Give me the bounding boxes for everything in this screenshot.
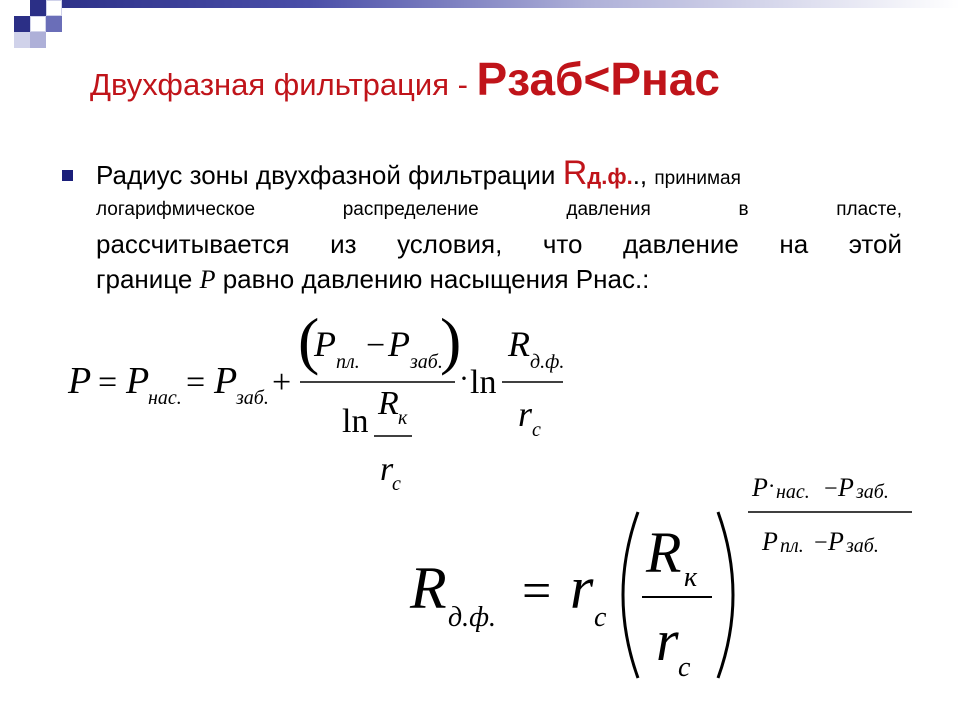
- line1-end-text: принимая: [654, 168, 741, 189]
- title-condition: Рзаб<Рнас: [476, 53, 720, 105]
- word: на: [779, 229, 809, 259]
- f1-Pzab: P: [214, 360, 238, 402]
- f1-Rk: R: [378, 385, 399, 422]
- word: рассчитывается: [96, 229, 290, 259]
- decorative-squares: [0, 0, 90, 60]
- f1-eq1: =: [98, 364, 118, 401]
- f1-Rdf: R: [508, 324, 530, 364]
- f2-exp-P3: P: [762, 527, 778, 556]
- f1-zab-sub: заб.: [236, 387, 269, 409]
- line4-text-a: границе: [96, 264, 200, 294]
- f1-lparen: (: [298, 305, 320, 376]
- word: логарифмическое: [96, 199, 256, 220]
- word: в: [738, 199, 749, 220]
- paragraph-line-2: [96, 192, 902, 227]
- f2-exp-minus2: −: [814, 530, 828, 556]
- f1-nas-sub: нас.: [148, 387, 182, 409]
- line4-p-symbol: Р: [199, 265, 216, 294]
- title-text: Двухфазная фильтрация -: [90, 67, 477, 102]
- f2-exp-pl: пл.: [780, 535, 804, 557]
- f1-minus: −: [366, 327, 386, 364]
- bullet-square-icon: [62, 170, 73, 181]
- f1-Pzab2: P: [388, 324, 410, 364]
- f2-lparen: [623, 512, 638, 678]
- header-gradient-bar: [30, 0, 960, 8]
- f1-Ppl: P: [314, 324, 336, 364]
- word: давления: [566, 199, 651, 220]
- f2-exp-zab: заб.: [856, 481, 889, 503]
- f1-rc: r: [518, 394, 533, 434]
- slide-title: [90, 52, 720, 106]
- f2-c-sub: c: [594, 602, 607, 633]
- word: пласте,: [836, 199, 902, 220]
- word: из: [330, 229, 357, 259]
- f1-dph-sub: д.ф.: [530, 351, 565, 373]
- f1-c-sub: c: [532, 419, 541, 441]
- f2-k-sub: к: [684, 562, 698, 593]
- f2-exp-dot: ·: [768, 473, 776, 498]
- word: что: [542, 229, 583, 259]
- radius-formula: [380, 460, 940, 710]
- f2-rparen: [718, 512, 733, 678]
- f2-exp-minus1: −: [824, 476, 838, 502]
- f2-rc: r: [656, 608, 679, 673]
- f2-exp-zab2: заб.: [846, 535, 879, 557]
- f2-exp-nas: нас.: [776, 481, 810, 503]
- line4-text-b: равно давлению насыщения Рнас.:: [215, 264, 650, 294]
- f1-rparen: ): [440, 305, 462, 376]
- f1-rc-den: r: [380, 451, 394, 488]
- f2-r: r: [570, 555, 594, 621]
- paragraph-line-1: [96, 156, 902, 196]
- f2-c-sub-den: c: [678, 652, 691, 683]
- paragraph-line-4: [96, 262, 902, 297]
- paragraph-line-3: [96, 227, 902, 262]
- intro-text: Радиус зоны двухфазной фильтрации: [96, 160, 563, 190]
- word: давление: [623, 229, 739, 259]
- word: распределение: [342, 199, 479, 220]
- f1-ln-denominator: ln: [342, 403, 369, 440]
- f1-c-sub-den: c: [392, 473, 401, 495]
- r-subscript: д.ф.: [587, 164, 633, 189]
- f1-dot: ·: [459, 362, 469, 395]
- f2-exp-P2: P: [838, 473, 854, 502]
- f2-dph-sub: д.ф.: [448, 602, 497, 633]
- f2-eq: =: [522, 563, 552, 620]
- f1-eq2: =: [186, 364, 206, 401]
- f1-Pnas: P: [126, 360, 150, 402]
- f1-zab-sub2: заб.: [410, 351, 443, 373]
- f1-ln: ln: [470, 364, 497, 401]
- word: условия,: [397, 229, 503, 259]
- f1-k-sub: к: [398, 407, 408, 429]
- f2-exp-P4: P: [828, 527, 844, 556]
- after-r-text: .,: [632, 160, 655, 190]
- f2-Rk: R: [646, 520, 682, 585]
- f2-R: R: [410, 555, 447, 621]
- f1-pl-sub: пл.: [336, 351, 360, 373]
- f1-P: P: [68, 360, 92, 402]
- r-symbol: R: [562, 154, 588, 192]
- f1-plus: +: [272, 364, 292, 401]
- word: этой: [848, 229, 902, 259]
- f2-exp-P1: P: [752, 473, 768, 502]
- bullet-paragraph: [96, 156, 902, 297]
